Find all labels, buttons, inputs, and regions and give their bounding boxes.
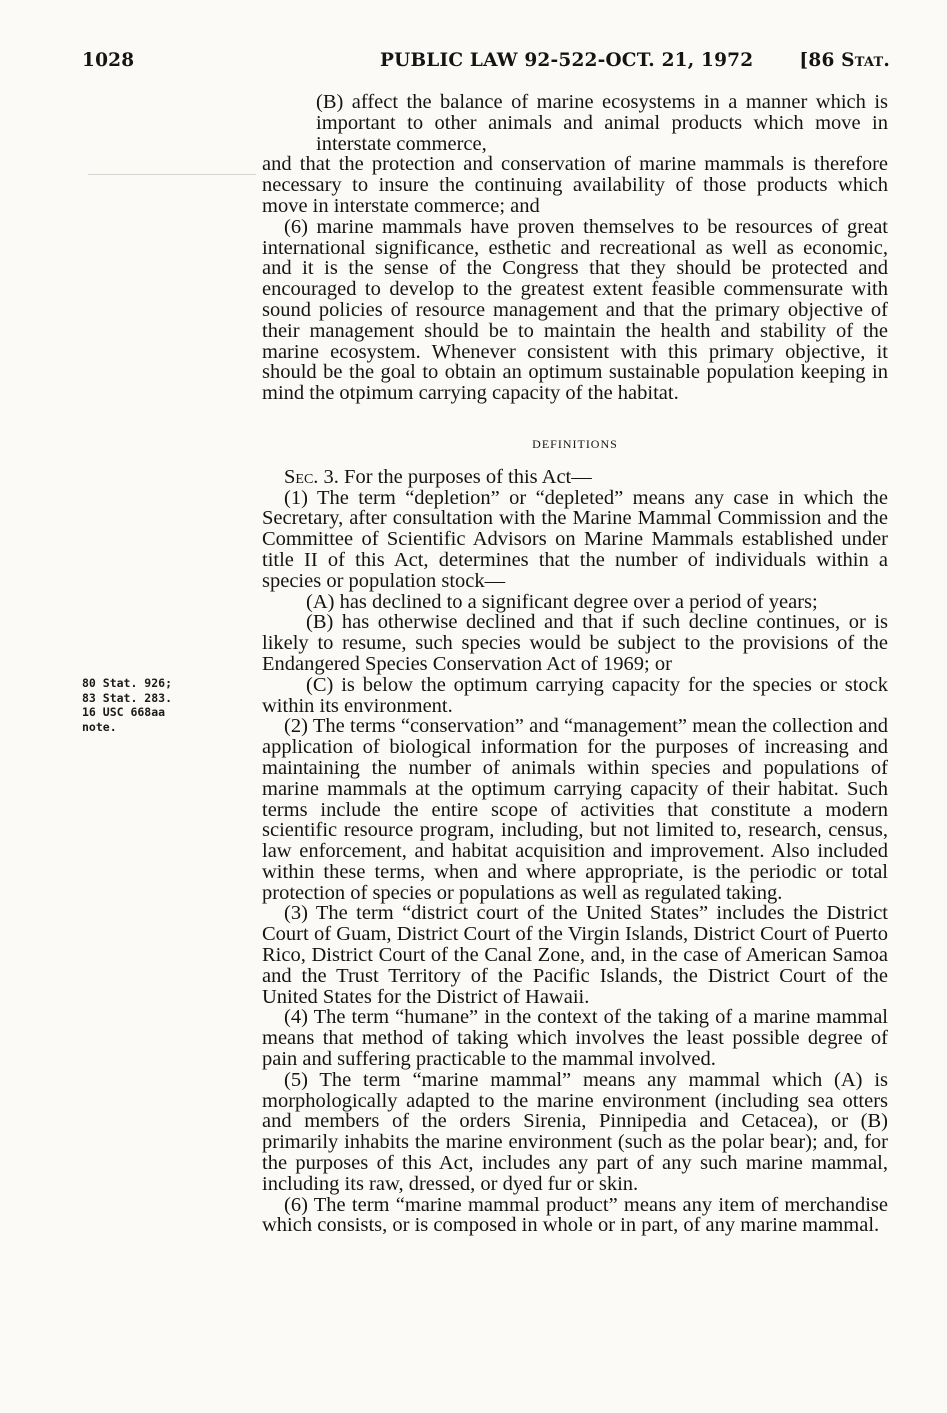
margin-note-line: note. [82,719,117,734]
definition-5: (5) The term “marine mammal” means any mammal which (A) is morphologically adapted to the marine environment (including sea otters and members of the orders Sirenia, Pinnipedia and Cetacea), or (B) primarily inhabits the marine environment (such as the polar bear); and, for the purposes of this Act, includes any part of any such marine mammal, including its raw, dressed, or dyed fur or skin. [262,1068,888,1195]
bleed-through-rule [88,174,256,175]
definition-2: (2) The terms “conservation” and “management” mean the collection and application of biological information for the purposes of increasing and maintaining the number of animals within species and populations of marine mammals at the optimum carrying capacity of their habitat. Such terms include the entire scope of activities that constitute a modern scientific resource program, including, but not limited to, research, census, law enforcement, and habitat acquisition and improvement. Also included within these terms, when and where appropriate, is the periodic or total protection of species or populations as well as regulated taking. [262,715,888,904]
margin-note-line: 16 USC 668aa [82,705,166,719]
sec-text: 3. For the purposes of this Act— [318,465,592,488]
page-number: 1028 [82,50,135,71]
volume-prefix: [86 [799,50,842,71]
definition-4: (4) The term “humane” in the context of the taking of a marine mammal means that method of taking which involves the least possible degree of pain and suffering practicable to the mammal involved. [262,1006,888,1071]
definition-1b: (B) has otherwise declined and that if such decline continues, or is likely to resume, such species would be subject to the provisions of the Endangered Species Conservation Act of 1969; or [262,611,888,675]
definition-1c: (C) is below the optimum carrying capacity for the species or stock within its environment. [262,673,888,717]
volume-citation [799,50,890,71]
page-header [82,50,890,78]
section-heading: DEFINITIONS [532,436,618,451]
findings-continuation: and that the protection and conservation of marine mammals is therefore necessary to insure the continuing availability of those products which move in interstate commerce; and [262,153,888,217]
definition-3: (3) The term “district court of the United States” includes the District Court of Guam, District Court of the Virgin Islands, District Court of Puerto Rico, District Court of the Canal Zone, and, in the case of American Samoa and the Trust Territory of the Pacific Islands, the District Court of the United States for the District of Hawaii. [262,902,888,1008]
running-title: PUBLIC LAW 92-522-OCT. 21, 1972 [380,50,754,71]
definition-1: (1) The term “depletion” or “depleted” means any case in which the Secretary, after consultation with the Marine Mammal Commission and the Committee of Scientific Advisors on Marine Mammals established under title II of this Act, determines that the number of individuals within a species or population stock— [262,486,888,592]
body-text [262,92,888,1236]
clause-b: (B) affect the balance of marine ecosystems in a manner which is important to other animals and animal products which move in interstate commerce, [316,91,888,155]
margin-note [82,676,242,734]
margin-note-line: 80 Stat. 926; [82,676,173,690]
section-3-intro [262,467,888,488]
sec-label: Sec. [284,465,319,488]
margin-note-line: 83 Stat. 283. [82,690,173,705]
definition-1a: (A) has declined to a significant degree over a period of years; [306,590,818,613]
volume-stat: Stat. [841,50,890,71]
definition-6: (6) The term “marine mammal product” means any item of merchandise which consists, or is composed in whole or in part, of any marine mammal. [262,1193,888,1237]
finding-6: (6) marine mammals have proven themselves to be resources of great international significance, esthetic and recreational as well as economic, and it is the sense of the Congress that they should be protected and encouraged to develop to the greatest extent feasible commensurate with sound policies of resource management and that the primary objective of their management should be to maintain the health and stability of the marine ecosystem. Whenever consistent with this primary objective, it should be the goal to obtain an optimum sustainable population keeping in mind the otpimum carrying capacity of the habitat. [262,215,888,405]
